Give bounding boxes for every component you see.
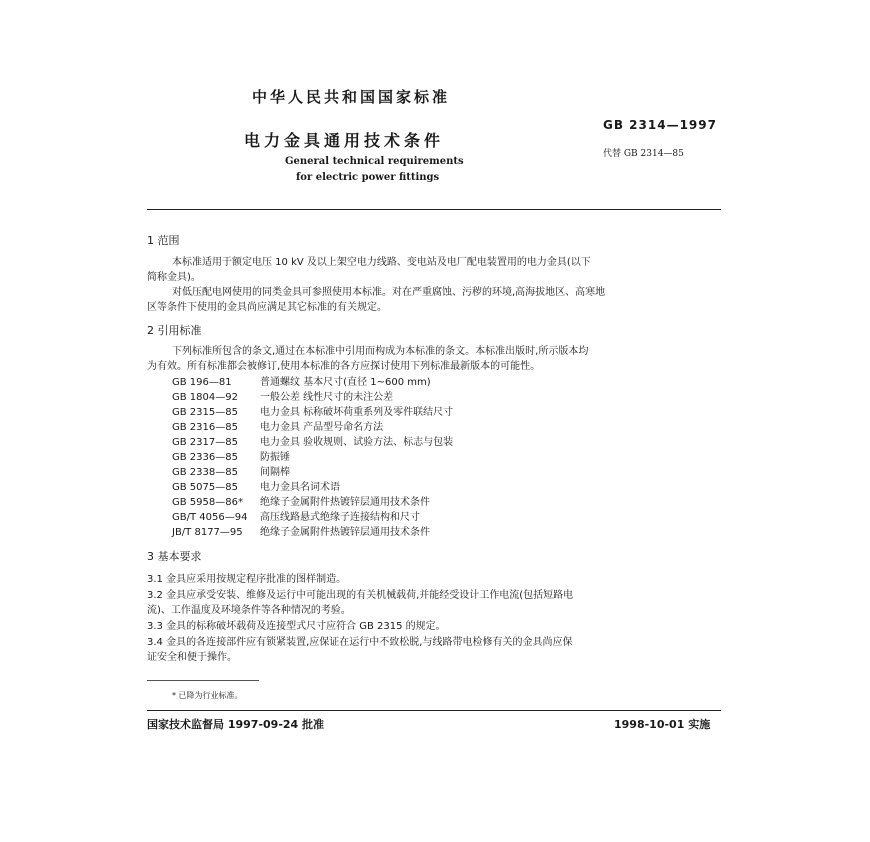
section-3-heading: 3 基本要求 <box>147 550 202 563</box>
reference-code: GB/T 4056—94 <box>172 512 248 523</box>
section-1-para-2-line-2: 区等条件下使用的金具尚应满足其它标准的有关规定。 <box>147 302 387 313</box>
section-2-para-line-2: 为有效。所有标准都会被修订,使用本标准的各方应探讨使用下列标准最新版本的可能性。 <box>147 361 541 372</box>
reference-code: GB 2315—85 <box>172 407 238 418</box>
document-title-cn: 电力金具通用技术条件 <box>244 131 445 150</box>
clause-3-4-line-2: 证安全和便于操作。 <box>147 652 237 663</box>
reference-title: 普通螺纹 基本尺寸(直径 1~600 mm) <box>260 377 431 388</box>
header-divider <box>147 209 721 210</box>
reference-title: 绝缘子金属附件热镀锌层通用技术条件 <box>260 497 430 508</box>
section-1-para-1-line-1: 本标准适用于额定电压 10 kV 及以上架空电力线路、变电站及电厂配电装置用的电力金具(以下 <box>172 257 591 268</box>
reference-code: GB 5958—86* <box>172 497 243 508</box>
reference-title: 电力金具 产品型号命名方法 <box>260 422 384 433</box>
section-2-heading: 2 引用标准 <box>147 324 202 337</box>
reference-code: GB 5075—85 <box>172 482 238 493</box>
reference-item <box>172 433 453 448</box>
reference-item <box>172 403 453 418</box>
section-1-para-2-line-1: 对低压配电网使用的同类金具可参照使用本标准。对在严重腐蚀、污秽的环境,高海拔地区、高寒地 <box>172 287 606 298</box>
section-1-heading: 1 范围 <box>147 234 180 247</box>
reference-item <box>172 373 431 388</box>
reference-code: GB 2336—85 <box>172 452 238 463</box>
reference-title: 绝缘子金属附件热镀锌层通用技术条件 <box>260 527 430 538</box>
reference-item <box>172 508 420 523</box>
reference-item <box>172 388 393 403</box>
document-title-en-line2: for electric power fittings <box>296 172 440 183</box>
reference-title: 电力金具 标称破坏荷重系列及零件联结尺寸 <box>260 407 454 418</box>
reference-title: 防振锤 <box>260 452 290 463</box>
approval-date: 国家技术监督局 1997-09-24 批准 <box>147 718 325 731</box>
reference-code: GB 1804—92 <box>172 392 238 403</box>
reference-code: GB 2316—85 <box>172 422 238 433</box>
replaces-note: 代替 GB 2314—85 <box>603 149 684 159</box>
reference-item <box>172 493 430 508</box>
reference-title: 间隔棒 <box>260 467 290 478</box>
clause-3-2-line-1: 3.2 金具应承受安装、维修及运行中可能出现的有关机械载荷,并能经受设计工作电流(包括短路电 <box>147 590 574 601</box>
reference-item <box>172 523 430 538</box>
section-2-para-line-1: 下列标准所包含的条文,通过在本标准中引用而构成为本标准的条文。本标准出版时,所示版本均 <box>172 346 589 357</box>
footnote-divider <box>147 680 259 681</box>
effective-date: 1998-10-01 实施 <box>614 718 711 731</box>
reference-code: GB 2338—85 <box>172 467 238 478</box>
reference-item <box>172 448 290 463</box>
standard-number: GB 2314—1997 <box>603 118 717 132</box>
reference-code: GB 2317—85 <box>172 437 238 448</box>
document-title-en-line1: General technical requirements <box>285 156 464 167</box>
reference-code: JB/T 8177—95 <box>172 527 243 538</box>
standard-org-title: 中华人民共和国国家标准 <box>252 88 451 106</box>
reference-item <box>172 463 290 478</box>
reference-title: 电力金具名词术语 <box>260 482 340 493</box>
clause-3-2-line-2: 流)、工作温度及环境条件等各种情况的考验。 <box>147 605 351 616</box>
clause-3-1: 3.1 金具应采用按规定程序批准的图样制造。 <box>147 574 347 585</box>
reference-item <box>172 478 340 493</box>
reference-code: GB 196—81 <box>172 377 232 388</box>
footnote: * 已降为行业标准。 <box>172 691 243 700</box>
reference-item <box>172 418 383 433</box>
section-1-para-1-line-2: 简称金具)。 <box>147 272 201 283</box>
reference-title: 一般公差 线性尺寸的未注公差 <box>260 392 394 403</box>
footer-divider <box>147 710 721 711</box>
clause-3-3: 3.3 金具的标称破坏载荷及连接型式尺寸应符合 GB 2315 的规定。 <box>147 621 446 632</box>
clause-3-4-line-1: 3.4 金具的各连接部件应有锁紧装置,应保证在运行中不致松脱,与线路带电检修有关的金具尚应保 <box>147 637 573 648</box>
reference-title: 电力金具 验收规则、试验方法、标志与包装 <box>260 437 454 448</box>
reference-title: 高压线路悬式绝缘子连接结构和尺寸 <box>260 512 420 523</box>
